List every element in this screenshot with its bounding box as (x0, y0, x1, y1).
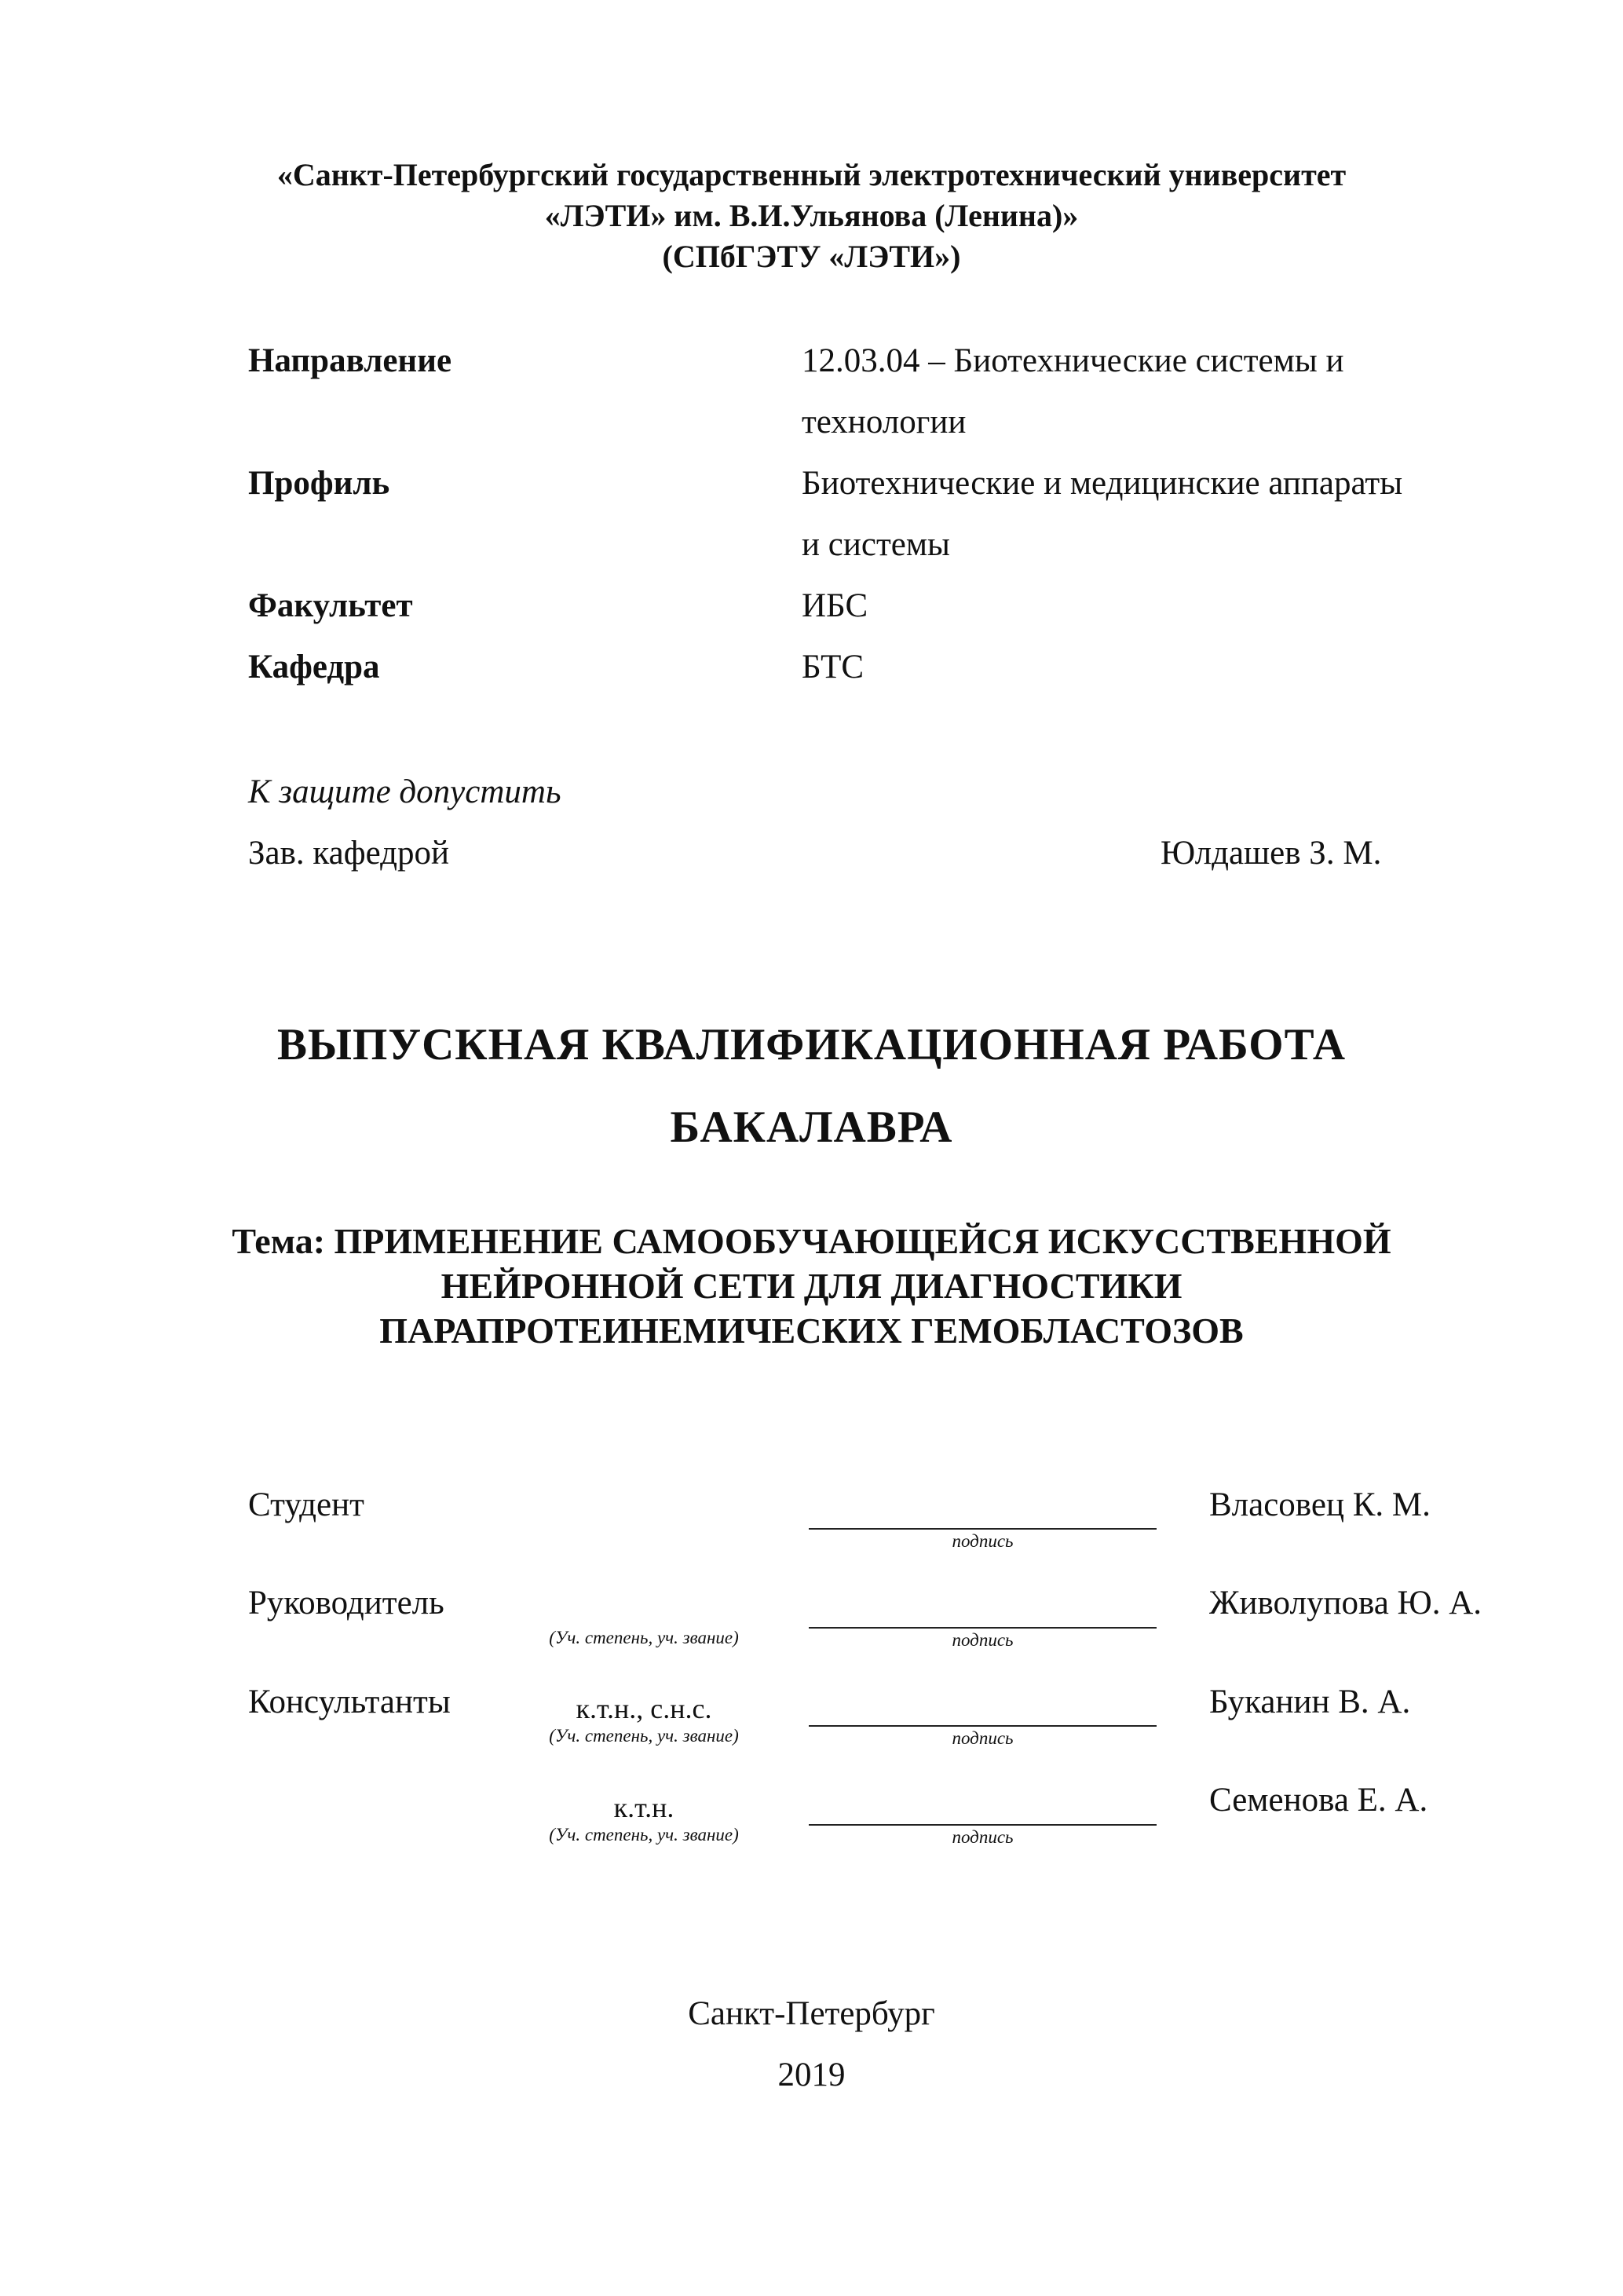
direction-value-line2: технологии (802, 404, 967, 441)
document-title-line1: ВЫПУСКНАЯ КВАЛИФИКАЦИОННАЯ РАБОТА (276, 1020, 1346, 1069)
year: 2019 (777, 2057, 846, 2093)
consultants-label: Консультанты (248, 1684, 451, 1720)
faculty-label: Факультет (248, 587, 413, 624)
topic-line3: ПАРАПРОТЕИНЕМИЧЕСКИХ ГЕМОБЛАСТОЗОВ (379, 1311, 1244, 1351)
city: Санкт-Петербург (688, 1995, 935, 2032)
supervisor-name: Живолупова Ю. А. (1209, 1585, 1482, 1621)
admit-to-defense: К защите допустить (248, 773, 561, 810)
consultant2-name: Семенова Е. А. (1209, 1782, 1428, 1819)
consultant1-name: Буканин В. А. (1209, 1684, 1411, 1720)
supervisor-signature-line (809, 1627, 1157, 1629)
consultant1-degree: к.т.н., с.н.с. (576, 1693, 712, 1724)
consultant1-signature-line (809, 1725, 1157, 1727)
direction-label: Направление (248, 342, 452, 379)
topic-line1: Тема: ПРИМЕНЕНИЕ САМООБУЧАЮЩЕЙСЯ ИСКУССТВЕННОЙ (232, 1221, 1391, 1261)
head-of-department-name: Юлдашев З. М. (1161, 835, 1382, 872)
student-name: Власовец К. М. (1209, 1486, 1431, 1523)
head-of-department-label: Зав. кафедрой (248, 835, 450, 872)
university-abbreviation: (СПбГЭТУ «ЛЭТИ») (662, 239, 961, 274)
department-value: БТС (802, 649, 865, 686)
profile-value-line1: Биотехнические и медицинские аппараты (802, 465, 1403, 502)
supervisor-label: Руководитель (248, 1585, 444, 1621)
consultant1-signature-caption: подпись (952, 1728, 1014, 1748)
university-name-line2: «ЛЭТИ» им. В.И.Ульянова (Ленина)» (544, 198, 1079, 233)
supervisor-degree-caption: (Уч. степень, уч. звание) (549, 1628, 739, 1647)
consultant2-degree: к.т.н. (613, 1792, 674, 1823)
consultant2-degree-caption: (Уч. степень, уч. звание) (549, 1825, 739, 1844)
faculty-value: ИБС (802, 587, 868, 624)
document-title-line2: БАКАЛАВРА (670, 1102, 953, 1152)
consultant2-signature-caption: подпись (952, 1827, 1014, 1847)
profile-label: Профиль (248, 465, 390, 502)
topic-line2: НЕЙРОННОЙ СЕТИ ДЛЯ ДИАГНОСТИКИ (440, 1266, 1183, 1306)
direction-value-line1: 12.03.04 – Биотехнические системы и (802, 342, 1344, 379)
consultant2-signature-line (809, 1824, 1157, 1826)
student-label: Студент (248, 1486, 364, 1523)
profile-value-line2: и системы (802, 526, 950, 563)
university-name-line1: «Санкт-Петербургский государственный электротехнический университет (276, 157, 1347, 192)
supervisor-signature-caption: подпись (952, 1630, 1014, 1650)
department-label: Кафедра (248, 649, 380, 686)
student-signature-caption: подпись (952, 1531, 1014, 1551)
student-signature-line (809, 1528, 1157, 1530)
consultant1-degree-caption: (Уч. степень, уч. звание) (549, 1726, 739, 1746)
